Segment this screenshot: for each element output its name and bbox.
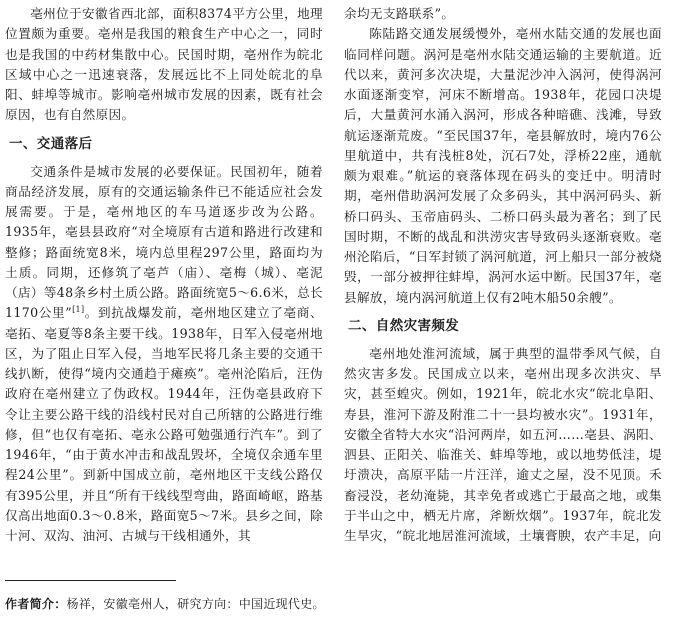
- footnote-label: 作者简介：: [5, 597, 67, 611]
- section-heading-disasters: 二、自然灾害频发: [348, 317, 460, 334]
- intro-paragraph: 亳州位于安徽省西北部，面积8374平方公里，地理位置颇为重要。亳州是我国的粮食生产中心之一，同时也是我国的中药材集散中心。民国时期，亳州作为皖北区域中心之一迅速衰落，发展远比不上同处皖北的阜阳、蚌埠等城市。影响亳州城市发展的因素，既有社会原因，也有自然原因。: [5, 6, 323, 123]
- citation-ref-1: [1]: [72, 305, 85, 315]
- transport-paragraph-1: [5, 162, 323, 547]
- transport-paragraph-2: 陈陆路交通发展缓慢外，亳州水陆交通的发展也面临同样问题。涡河是亳州水陆交通运输的主要航道。近代以来，黄河多次决堤，大量泥沙冲入涡河，使得涡河水面逐渐变窄，河床不断增高。1938年，花园口决堤后，大量黄河水涌入涡河，形成各种暗礁、浅滩，导致航运逐渐荒废。“至民国37年，亳县解放时，境内76公里航道中，共有浅桩8处，沉石7处，浮桥22座，通航颇为艰难。”航运的衰落体现在码头的变迁中。明清时期，亳州借助涡河发展了众多码头，其中涡河码头、新桥口码头、玉帝庙码头、二桥口码头最为著名；到了民国时期，不断的战乱和洪涝灾害导致码头逐渐衰败。亳州沦陷后，“日军封锁了涡河航道，河上船只一部分被烧毁，一部分被押往蚌埠，涡河水运中断。民国37年，亳县解放，境内涡河航道上仅有2吨木船50余艘”。: [344, 26, 662, 305]
- right-column: [344, 4, 662, 546]
- transport-paragraph-1-part-a: 交通条件是城市发展的必要保证。民国初年，随着商品经济发展，原有的交通运输条件已不能适应社会发展需要。于是，亳州地区的车马道逐步改为公路。1935年，亳县县政府“对全境原有古道和路进行改建和整修；路面统宽8米，境内总里程297公里，路面均为土质。同期，还修筑了亳芦（庙）、亳梅（城）、亳泥（店）等48条乡村土质公路。路面统宽5～6.6米，总长1170公里”: [5, 163, 323, 321]
- transport-paragraph-1-continuation: 余均无支路联系”。: [344, 6, 455, 21]
- section-heading-transport: 一、交通落后: [9, 135, 93, 152]
- footnote-text: 杨祥，安徽亳州人，研究方向：中国近现代史。: [66, 597, 325, 611]
- footnote-divider: [5, 580, 176, 581]
- author-footnote: [5, 595, 665, 613]
- transport-paragraph-1-part-b: 。到抗战爆发前，亳州地区建立了亳商、亳拓、亳夏等8条主要干线。1938年，日军入侵亳州地区，为了阻止日军入侵，当地军民将几条主要的交通干线扒断，使得“境内交通趋于瘫痪”。亳州沦陷后，汪伪政府在亳州建立了伪政权。1944年，汪伪亳县政府下令让主要公路干线的沿线村民对自己所辖的公路进行维修，但“也仅有亳拓、亳永公路可勉强通行汽车”。到了1946年，“由于黄水冲击和战乱毁坏，全境仅余通车里程24公里”。到新中国成立前，亳州地区干支线公路仅有395公里，并且“所有干线线型弯曲，路面崎岖，路基仅高出地面0.3～0.8米，路面宽5～7米。县乡之间，除十河、双沟、油河、古城与干线相通外，其: [5, 305, 323, 543]
- left-column: [5, 4, 323, 546]
- disasters-paragraph-1: 亳州地处淮河流域，属于典型的温带季风气候，自然灾害多发。民国成立以来，亳州出现多次洪灾、旱灾，甚至蝗灾。例如，1921年，皖北水灾“皖北阜阳、寿县，淮河下游及附淮二十一县均被水灾”。1931年，安徽全省特大水灾“沿河两岸，如五河……亳县、涡阳、泗县、正阳关、临淮关、蚌埠等地，或以地势低洼，堤圩溃决，高原平陆一片汪洋，逾丈之屋，没不见顶。禾畜浸没，老幼淹毙，其幸免者或逃亡于最高之地，或集于半山之中，栖无片席，斧断炊烟”。1937年，皖北发生旱灾，“皖北地居淮河流域，土壤膏腴，农产丰足，向: [344, 345, 662, 543]
